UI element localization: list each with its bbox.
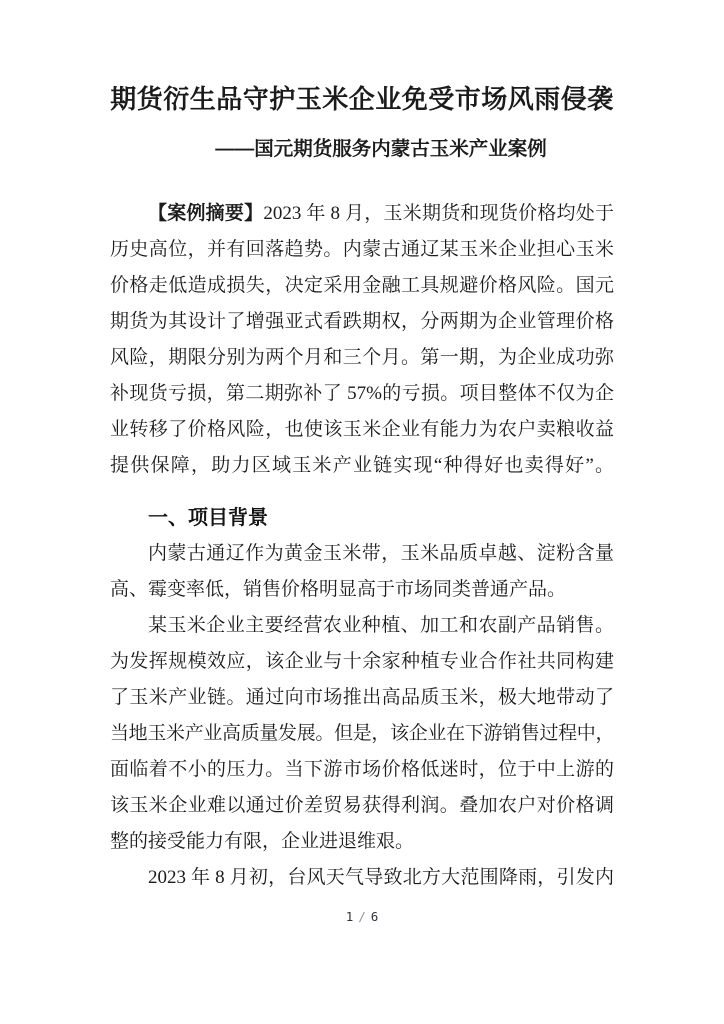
text-line: 提供保障，助力区域玉米产业链实现“种得好也卖得好”。 — [110, 455, 614, 476]
abstract-label: 【案例摘要】 — [148, 203, 264, 224]
text-line: 补现货亏损，第二期弥补了 57%的亏损。项目整体不仅为企 — [110, 383, 614, 404]
page-number-separator: / — [358, 909, 366, 924]
document-title: 期货衍生品守护玉米企业免受市场风雨侵袭 — [110, 85, 614, 114]
document-subtitle: ——国元期货服务内蒙古玉米产业案例 — [215, 138, 547, 160]
body-paragraph — [110, 860, 614, 896]
text-line: 当地玉米产业高质量发展。但是，该企业在下游销售过程中， — [110, 723, 614, 744]
text-line: 高、霉变率低，销售价格明显高于市场同类普通产品。 — [110, 579, 567, 600]
body-paragraph — [110, 608, 614, 860]
text-line: 整的接受能力有限，企业进退维艰。 — [110, 831, 415, 852]
text-line: 历史高位，并有回落趋势。内蒙古通辽某玉米企业担心玉米 — [110, 239, 614, 260]
section-heading: 一、项目背景 — [148, 507, 268, 529]
text-line: 该玉米企业难以通过价差贸易获得利润。叠加农户对价格调 — [110, 795, 614, 816]
text-line: 某玉米企业主要经营农业种植、加工和农副产品销售。 — [148, 615, 614, 636]
text-line: 【案例摘要】2023 年 8 月，玉米期货和现货价格均处于 — [148, 203, 614, 224]
page-number-current: 1 — [345, 909, 354, 924]
abstract-paragraph — [110, 196, 614, 484]
page-footer — [0, 909, 724, 924]
text-line: 2023 年 8 月初，台风天气导致北方大范围降雨，引发内 — [148, 867, 614, 888]
text-line: 价格走低造成损失，决定采用金融工具规避价格风险。国元 — [110, 275, 614, 296]
text-line: 为发挥规模效应，该企业与十余家种植专业合作社共同构建 — [110, 651, 614, 672]
body-paragraph — [110, 536, 614, 608]
text-line: 内蒙古通辽作为黄金玉米带，玉米品质卓越、淀粉含量 — [148, 543, 614, 564]
body-paragraphs — [110, 536, 614, 896]
text-line: 了玉米产业链。通过向市场推出高品质玉米，极大地带动了 — [110, 687, 614, 708]
text-line: 面临着不小的压力。当下游市场价格低迷时，位于中上游的 — [110, 759, 614, 780]
document-body — [110, 196, 614, 896]
text-line: 业转移了价格风险，也使该玉米企业有能力为农户卖粮收益 — [110, 419, 614, 440]
page-number-total: 6 — [370, 909, 379, 924]
text-line: 期货为其设计了增强亚式看跌期权，分两期为企业管理价格 — [110, 311, 614, 332]
text-line: 风险，期限分别为两个月和三个月。第一期，为企业成功弥 — [110, 347, 614, 368]
